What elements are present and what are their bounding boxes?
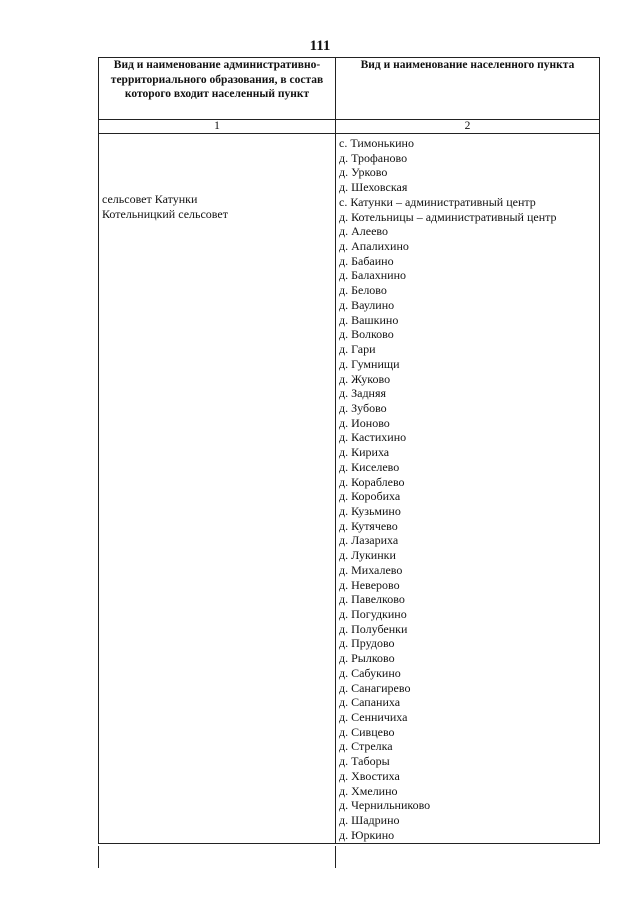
table-row: [99, 134, 600, 844]
list-item: д. Сивцево: [339, 724, 395, 739]
list-item: с. Тимонькино: [339, 136, 414, 150]
list-item: д. Кораблево: [339, 474, 405, 489]
list-item: д. Чернильниково: [339, 798, 431, 813]
list-item: д. Трофаново: [339, 150, 408, 165]
list-item: сельсовет Катунки: [102, 192, 198, 206]
left-border-extension: [98, 846, 99, 868]
header-col1: Вид и наименование административно-территориального образования, в состав которого входит населенный пункт: [99, 58, 336, 120]
list-item: д. Котельницы – административный центр: [339, 209, 557, 224]
list-item: д. Алеево: [339, 224, 388, 239]
list-item: д. Сапаниха: [339, 695, 401, 710]
col2-list: [336, 134, 599, 843]
table-header-row: [99, 58, 600, 120]
list-item: д. Коробиха: [339, 489, 401, 504]
list-item: д. Сабукино: [339, 665, 401, 680]
list-item: д. Сенничиха: [339, 710, 408, 725]
list-item: д. Рылково: [339, 651, 395, 666]
header-col2: Вид и наименование населенного пункта: [336, 58, 600, 120]
list-item: д. Лазариха: [339, 533, 399, 548]
list-item: д. Вашкино: [339, 312, 399, 327]
list-item: д. Санагирево: [339, 680, 411, 695]
list-item: д. Гумнищи: [339, 356, 400, 371]
list-item: д. Ионово: [339, 415, 390, 430]
list-item: д. Кастихино: [339, 430, 407, 445]
list-item: д. Юркино: [339, 827, 395, 842]
list-item: д. Таборы: [339, 754, 390, 769]
list-item: д. Кириха: [339, 445, 390, 460]
index-col2: 2: [336, 120, 600, 134]
list-item: д. Хвостиха: [339, 768, 400, 783]
list-item: д. Ваулино: [339, 297, 395, 312]
list-item: д. Бабаино: [339, 253, 394, 268]
list-item: д. Прудово: [339, 636, 395, 651]
table-index-row: [99, 120, 600, 134]
list-item: д. Зубово: [339, 400, 387, 415]
list-item: д. Жуково: [339, 371, 391, 386]
list-item: д. Апалихино: [339, 239, 409, 254]
col2-cell: [336, 134, 600, 844]
list-item: д. Урково: [339, 165, 388, 180]
list-item: с. Катунки – административный центр: [339, 194, 536, 209]
list-item: д. Кузьмино: [339, 503, 401, 518]
list-item: д. Кутячево: [339, 518, 398, 533]
col1-cell: [99, 134, 336, 844]
list-item: д. Задняя: [339, 386, 387, 401]
list-item: д. Балахнино: [339, 268, 407, 283]
list-item: д. Полубенки: [339, 621, 408, 636]
col1-list: [99, 134, 335, 221]
list-item: д. Михалево: [339, 562, 403, 577]
list-item: Котельницкий сельсовет: [102, 206, 228, 221]
list-item: д. Погудкино: [339, 607, 407, 621]
settlements-table: [98, 57, 600, 844]
list-item: д. Шеховская: [339, 180, 408, 195]
list-item: д. Стрелка: [339, 739, 393, 754]
list-item: д. Неверово: [339, 577, 400, 592]
column-divider-extension: [335, 846, 336, 868]
list-item: д. Шадрино: [339, 813, 400, 828]
list-item: д. Гари: [339, 342, 376, 357]
list-item: д. Киселево: [339, 459, 400, 474]
list-item: д. Волково: [339, 327, 394, 342]
list-item: д. Хмелино: [339, 783, 398, 798]
list-item: д. Павелково: [339, 592, 405, 607]
list-item: д. Лукинки: [339, 548, 396, 563]
page-number: 111: [309, 38, 331, 54]
index-col1: 1: [99, 120, 336, 134]
list-item: д. Белово: [339, 283, 387, 298]
